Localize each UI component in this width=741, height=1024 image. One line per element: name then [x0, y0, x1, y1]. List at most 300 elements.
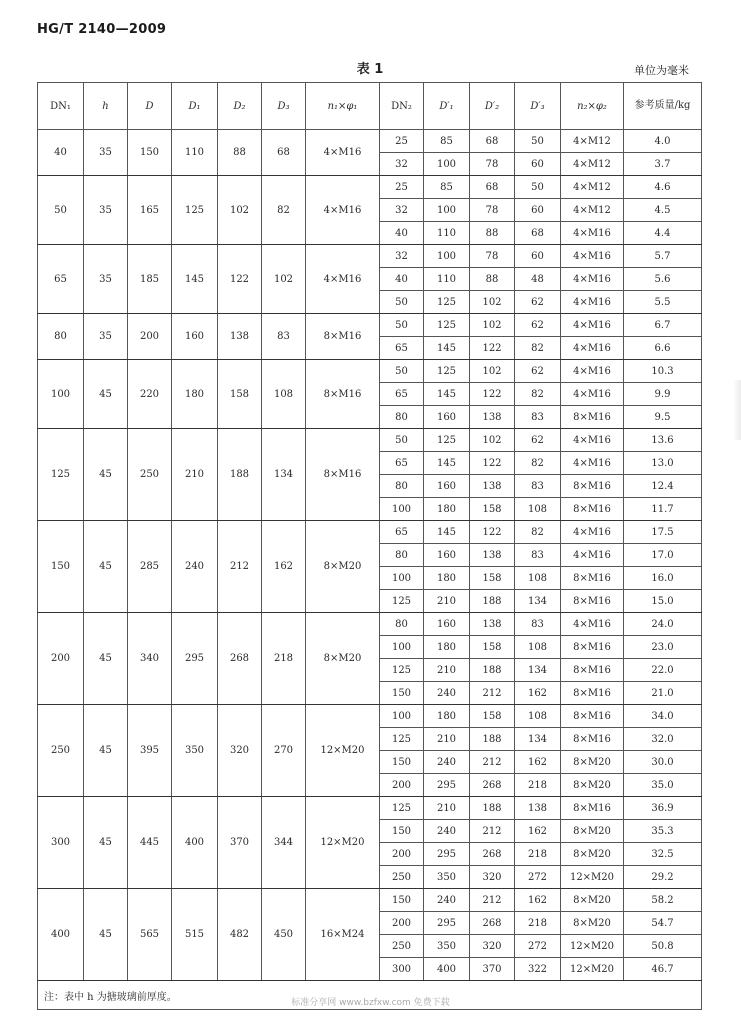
main-flange-cell: 240 — [172, 521, 218, 613]
branch-cell: 122 — [470, 383, 515, 406]
reference-mass-cell: 5.7 — [624, 245, 702, 268]
main-flange-cell: 400 — [38, 889, 84, 981]
table-row — [38, 429, 702, 452]
branch-cell: 8×M16 — [561, 728, 624, 751]
branch-cell: 158 — [470, 636, 515, 659]
branch-cell: 210 — [424, 590, 470, 613]
main-flange-cell: 45 — [84, 613, 128, 705]
main-flange-cell: 45 — [84, 797, 128, 889]
branch-cell: 150 — [380, 820, 424, 843]
main-flange-cell: 160 — [172, 314, 218, 360]
branch-cell: 85 — [424, 130, 470, 153]
branch-cell: 162 — [515, 820, 561, 843]
main-flange-cell: 12×M20 — [306, 797, 380, 889]
branch-cell: 150 — [380, 889, 424, 912]
branch-cell: 295 — [424, 912, 470, 935]
branch-cell: 4×M16 — [561, 544, 624, 567]
branch-cell: 60 — [515, 153, 561, 176]
reference-mass-cell: 16.0 — [624, 567, 702, 590]
unit-label: 单位为毫米 — [634, 64, 689, 77]
main-flange-cell: 35 — [84, 176, 128, 245]
main-flange-cell: 80 — [38, 314, 84, 360]
branch-cell: 295 — [424, 843, 470, 866]
branch-cell: 8×M16 — [561, 682, 624, 705]
branch-cell: 4×M16 — [561, 452, 624, 475]
branch-cell: 83 — [515, 406, 561, 429]
main-flange-cell: 210 — [172, 429, 218, 521]
document-code: HG/T 2140—2009 — [37, 22, 167, 37]
branch-cell: 12×M20 — [561, 958, 624, 981]
main-flange-cell: 45 — [84, 429, 128, 521]
branch-cell: 100 — [424, 153, 470, 176]
branch-cell: 4×M16 — [561, 268, 624, 291]
table-row — [38, 797, 702, 820]
branch-cell: 100 — [380, 636, 424, 659]
reference-mass-cell: 46.7 — [624, 958, 702, 981]
branch-cell: 160 — [424, 475, 470, 498]
branch-cell: 138 — [470, 544, 515, 567]
branch-cell: 322 — [515, 958, 561, 981]
branch-cell: 200 — [380, 843, 424, 866]
main-flange-cell: 180 — [172, 360, 218, 429]
branch-cell: 108 — [515, 498, 561, 521]
branch-cell: 8×M16 — [561, 475, 624, 498]
main-flange-cell: 35 — [84, 245, 128, 314]
branch-cell: 78 — [470, 245, 515, 268]
main-flange-cell: 8×M16 — [306, 429, 380, 521]
branch-cell: 160 — [424, 544, 470, 567]
branch-cell: 78 — [470, 153, 515, 176]
main-flange-cell: 4×M16 — [306, 245, 380, 314]
header-d3: D₃ — [262, 83, 306, 130]
branch-cell: 82 — [515, 452, 561, 475]
branch-cell: 102 — [470, 429, 515, 452]
branch-cell: 48 — [515, 268, 561, 291]
branch-cell: 25 — [380, 130, 424, 153]
main-flange-cell: 45 — [84, 521, 128, 613]
main-flange-cell: 8×M16 — [306, 360, 380, 429]
main-flange-cell: 110 — [172, 130, 218, 176]
main-flange-cell: 320 — [218, 705, 262, 797]
branch-cell: 350 — [424, 866, 470, 889]
branch-cell: 145 — [424, 383, 470, 406]
branch-cell: 50 — [515, 130, 561, 153]
main-flange-cell: 395 — [128, 705, 172, 797]
reference-mass-cell: 23.0 — [624, 636, 702, 659]
reference-mass-cell: 30.0 — [624, 751, 702, 774]
branch-cell: 160 — [424, 406, 470, 429]
main-flange-cell: 40 — [38, 130, 84, 176]
main-flange-cell: 295 — [172, 613, 218, 705]
branch-cell: 295 — [424, 774, 470, 797]
table-row — [38, 314, 702, 337]
main-flange-cell: 125 — [38, 429, 84, 521]
reference-mass-cell: 12.4 — [624, 475, 702, 498]
main-flange-cell: 4×M16 — [306, 130, 380, 176]
reference-mass-cell: 15.0 — [624, 590, 702, 613]
branch-cell: 40 — [380, 268, 424, 291]
branch-cell: 4×M16 — [561, 360, 624, 383]
main-flange-cell: 16×M24 — [306, 889, 380, 981]
branch-cell: 4×M16 — [561, 337, 624, 360]
reference-mass-cell: 4.6 — [624, 176, 702, 199]
branch-cell: 212 — [470, 889, 515, 912]
branch-cell: 110 — [424, 268, 470, 291]
branch-cell: 8×M20 — [561, 889, 624, 912]
main-flange-cell: 350 — [172, 705, 218, 797]
branch-cell: 138 — [470, 406, 515, 429]
branch-cell: 4×M12 — [561, 153, 624, 176]
main-flange-cell: 125 — [172, 176, 218, 245]
reference-mass-cell: 32.5 — [624, 843, 702, 866]
branch-cell: 32 — [380, 153, 424, 176]
branch-cell: 160 — [424, 613, 470, 636]
branch-cell: 12×M20 — [561, 935, 624, 958]
branch-cell: 240 — [424, 889, 470, 912]
main-flange-cell: 165 — [128, 176, 172, 245]
branch-cell: 8×M16 — [561, 797, 624, 820]
main-flange-cell: 45 — [84, 705, 128, 797]
main-flange-cell: 12×M20 — [306, 705, 380, 797]
branch-cell: 4×M12 — [561, 176, 624, 199]
table-title: 表 1 — [356, 62, 384, 77]
main-flange-cell: 50 — [38, 176, 84, 245]
branch-cell: 300 — [380, 958, 424, 981]
branch-cell: 65 — [380, 521, 424, 544]
table-row — [38, 705, 702, 728]
branch-cell: 180 — [424, 498, 470, 521]
header-h: h — [84, 83, 128, 130]
branch-cell: 62 — [515, 314, 561, 337]
main-flange-cell: 150 — [128, 130, 172, 176]
branch-cell: 400 — [424, 958, 470, 981]
branch-cell: 145 — [424, 337, 470, 360]
branch-cell: 158 — [470, 498, 515, 521]
branch-cell: 218 — [515, 912, 561, 935]
branch-cell: 65 — [380, 337, 424, 360]
branch-cell: 50 — [515, 176, 561, 199]
main-flange-cell: 108 — [262, 360, 306, 429]
branch-cell: 65 — [380, 452, 424, 475]
branch-cell: 40 — [380, 222, 424, 245]
main-flange-cell: 100 — [38, 360, 84, 429]
branch-cell: 82 — [515, 337, 561, 360]
branch-cell: 272 — [515, 866, 561, 889]
main-flange-cell: 102 — [218, 176, 262, 245]
branch-cell: 350 — [424, 935, 470, 958]
branch-cell: 138 — [470, 475, 515, 498]
branch-cell: 83 — [515, 613, 561, 636]
branch-cell: 100 — [380, 498, 424, 521]
main-flange-cell: 134 — [262, 429, 306, 521]
branch-cell: 8×M20 — [561, 843, 624, 866]
main-flange-cell: 565 — [128, 889, 172, 981]
branch-cell: 180 — [424, 705, 470, 728]
reference-mass-cell: 29.2 — [624, 866, 702, 889]
branch-cell: 8×M20 — [561, 912, 624, 935]
branch-cell: 188 — [470, 728, 515, 751]
branch-cell: 4×M12 — [561, 130, 624, 153]
branch-cell: 218 — [515, 774, 561, 797]
branch-cell: 68 — [470, 130, 515, 153]
branch-cell: 108 — [515, 567, 561, 590]
main-flange-cell: 150 — [38, 521, 84, 613]
main-flange-cell: 400 — [172, 797, 218, 889]
main-flange-cell: 122 — [218, 245, 262, 314]
main-flange-cell: 212 — [218, 521, 262, 613]
main-flange-cell: 82 — [262, 176, 306, 245]
main-flange-cell: 158 — [218, 360, 262, 429]
main-flange-cell: 162 — [262, 521, 306, 613]
main-flange-cell: 68 — [262, 130, 306, 176]
main-flange-cell: 482 — [218, 889, 262, 981]
branch-cell: 60 — [515, 199, 561, 222]
branch-cell: 80 — [380, 544, 424, 567]
branch-cell: 108 — [515, 636, 561, 659]
branch-cell: 102 — [470, 291, 515, 314]
branch-cell: 210 — [424, 659, 470, 682]
branch-cell: 370 — [470, 958, 515, 981]
branch-cell: 125 — [424, 291, 470, 314]
branch-cell: 250 — [380, 866, 424, 889]
branch-cell: 8×M16 — [561, 498, 624, 521]
header-d1-prime: D′₁ — [424, 83, 470, 130]
table-row — [38, 360, 702, 383]
branch-cell: 125 — [380, 797, 424, 820]
branch-cell: 8×M16 — [561, 567, 624, 590]
main-flange-cell: 340 — [128, 613, 172, 705]
reference-mass-cell: 24.0 — [624, 613, 702, 636]
header-n1-phi1: n₁×φ₁ — [306, 83, 380, 130]
main-flange-cell: 344 — [262, 797, 306, 889]
reference-mass-cell: 34.0 — [624, 705, 702, 728]
reference-mass-cell: 13.0 — [624, 452, 702, 475]
branch-cell: 134 — [515, 590, 561, 613]
branch-cell: 272 — [515, 935, 561, 958]
branch-cell: 122 — [470, 452, 515, 475]
reference-mass-cell: 5.5 — [624, 291, 702, 314]
main-flange-cell: 250 — [38, 705, 84, 797]
table-row — [38, 889, 702, 912]
reference-mass-cell: 54.7 — [624, 912, 702, 935]
header-dn1: DN₁ — [38, 83, 84, 130]
branch-cell: 122 — [470, 521, 515, 544]
main-flange-cell: 370 — [218, 797, 262, 889]
branch-cell: 180 — [424, 636, 470, 659]
branch-cell: 62 — [515, 429, 561, 452]
branch-cell: 162 — [515, 889, 561, 912]
branch-cell: 210 — [424, 728, 470, 751]
branch-cell: 4×M16 — [561, 429, 624, 452]
branch-cell: 110 — [424, 222, 470, 245]
branch-cell: 320 — [470, 935, 515, 958]
branch-cell: 88 — [470, 268, 515, 291]
branch-cell: 50 — [380, 429, 424, 452]
branch-cell: 60 — [515, 245, 561, 268]
reference-mass-cell: 35.3 — [624, 820, 702, 843]
branch-cell: 122 — [470, 337, 515, 360]
main-flange-cell: 35 — [84, 130, 128, 176]
branch-cell: 240 — [424, 820, 470, 843]
table-row — [38, 245, 702, 268]
reference-mass-cell: 35.0 — [624, 774, 702, 797]
reference-mass-cell: 9.9 — [624, 383, 702, 406]
reference-mass-cell: 6.6 — [624, 337, 702, 360]
reference-mass-cell: 11.7 — [624, 498, 702, 521]
reference-mass-cell: 4.5 — [624, 199, 702, 222]
main-flange-cell: 188 — [218, 429, 262, 521]
main-flange-cell: 102 — [262, 245, 306, 314]
reference-mass-cell: 32.0 — [624, 728, 702, 751]
main-flange-cell: 200 — [38, 613, 84, 705]
branch-cell: 80 — [380, 613, 424, 636]
branch-cell: 125 — [424, 360, 470, 383]
header-reference-mass: 参考质量/kg — [624, 83, 702, 130]
branch-cell: 125 — [424, 314, 470, 337]
branch-cell: 240 — [424, 751, 470, 774]
main-flange-cell: 450 — [262, 889, 306, 981]
table-row — [38, 130, 702, 153]
branch-cell: 83 — [515, 475, 561, 498]
reference-mass-cell: 6.7 — [624, 314, 702, 337]
branch-cell: 188 — [470, 590, 515, 613]
branch-cell: 150 — [380, 682, 424, 705]
branch-cell: 8×M16 — [561, 636, 624, 659]
branch-cell: 83 — [515, 544, 561, 567]
branch-cell: 32 — [380, 199, 424, 222]
branch-cell: 268 — [470, 774, 515, 797]
branch-cell: 125 — [380, 728, 424, 751]
reference-mass-cell: 3.7 — [624, 153, 702, 176]
branch-cell: 100 — [424, 199, 470, 222]
table-body — [38, 130, 702, 981]
branch-cell: 4×M16 — [561, 291, 624, 314]
reference-mass-cell: 17.5 — [624, 521, 702, 544]
branch-cell: 4×M16 — [561, 314, 624, 337]
main-flange-cell: 285 — [128, 521, 172, 613]
table-row — [38, 521, 702, 544]
branch-cell: 4×M12 — [561, 199, 624, 222]
branch-cell: 138 — [470, 613, 515, 636]
branch-cell: 8×M16 — [561, 406, 624, 429]
branch-cell: 145 — [424, 452, 470, 475]
branch-cell: 50 — [380, 291, 424, 314]
header-d2: D₂ — [218, 83, 262, 130]
branch-cell: 78 — [470, 199, 515, 222]
flange-dimension-table — [37, 82, 702, 1010]
branch-cell: 50 — [380, 360, 424, 383]
branch-cell: 240 — [424, 682, 470, 705]
reference-mass-cell: 22.0 — [624, 659, 702, 682]
main-flange-cell: 8×M16 — [306, 314, 380, 360]
branch-cell: 80 — [380, 406, 424, 429]
reference-mass-cell: 21.0 — [624, 682, 702, 705]
branch-cell: 162 — [515, 682, 561, 705]
main-flange-cell: 268 — [218, 613, 262, 705]
branch-cell: 8×M16 — [561, 590, 624, 613]
branch-cell: 8×M20 — [561, 774, 624, 797]
table-row — [38, 613, 702, 636]
main-flange-cell: 8×M20 — [306, 613, 380, 705]
branch-cell: 82 — [515, 383, 561, 406]
branch-cell: 50 — [380, 314, 424, 337]
branch-cell: 188 — [470, 797, 515, 820]
branch-cell: 4×M16 — [561, 613, 624, 636]
branch-cell: 32 — [380, 245, 424, 268]
branch-cell: 268 — [470, 843, 515, 866]
branch-cell: 4×M16 — [561, 222, 624, 245]
branch-cell: 108 — [515, 705, 561, 728]
branch-cell: 85 — [424, 176, 470, 199]
branch-cell: 82 — [515, 521, 561, 544]
scan-edge-shadow — [733, 380, 741, 440]
branch-cell: 102 — [470, 314, 515, 337]
main-flange-cell: 300 — [38, 797, 84, 889]
reference-mass-cell: 5.6 — [624, 268, 702, 291]
branch-cell: 12×M20 — [561, 866, 624, 889]
main-flange-cell: 515 — [172, 889, 218, 981]
branch-cell: 200 — [380, 912, 424, 935]
branch-cell: 320 — [470, 866, 515, 889]
reference-mass-cell: 36.9 — [624, 797, 702, 820]
branch-cell: 65 — [380, 383, 424, 406]
reference-mass-cell: 58.2 — [624, 889, 702, 912]
branch-cell: 162 — [515, 751, 561, 774]
branch-cell: 212 — [470, 820, 515, 843]
branch-cell: 25 — [380, 176, 424, 199]
branch-cell: 134 — [515, 659, 561, 682]
branch-cell: 102 — [470, 360, 515, 383]
branch-cell: 4×M16 — [561, 521, 624, 544]
header-dn2: DN₂ — [380, 83, 424, 130]
main-flange-cell: 445 — [128, 797, 172, 889]
branch-cell: 4×M16 — [561, 383, 624, 406]
branch-cell: 8×M20 — [561, 820, 624, 843]
main-flange-cell: 45 — [84, 360, 128, 429]
branch-cell: 4×M16 — [561, 245, 624, 268]
main-flange-cell: 45 — [84, 889, 128, 981]
branch-cell: 188 — [470, 659, 515, 682]
main-flange-cell: 220 — [128, 360, 172, 429]
branch-cell: 145 — [424, 521, 470, 544]
header-d3-prime: D′₃ — [515, 83, 561, 130]
main-flange-cell: 4×M16 — [306, 176, 380, 245]
table-note: 注：表中 h 为搪玻璃前厚度。 — [38, 981, 702, 1010]
branch-cell: 62 — [515, 360, 561, 383]
branch-cell: 8×M16 — [561, 705, 624, 728]
branch-cell: 210 — [424, 797, 470, 820]
main-flange-cell: 83 — [262, 314, 306, 360]
branch-cell: 180 — [424, 567, 470, 590]
branch-cell: 268 — [470, 912, 515, 935]
header-row — [38, 83, 702, 130]
main-flange-cell: 138 — [218, 314, 262, 360]
header-d2-prime: D′₂ — [470, 83, 515, 130]
branch-cell: 212 — [470, 682, 515, 705]
main-flange-cell: 200 — [128, 314, 172, 360]
header-d1: D₁ — [172, 83, 218, 130]
branch-cell: 80 — [380, 475, 424, 498]
reference-mass-cell: 4.0 — [624, 130, 702, 153]
branch-cell: 150 — [380, 751, 424, 774]
branch-cell: 134 — [515, 728, 561, 751]
branch-cell: 8×M20 — [561, 751, 624, 774]
branch-cell: 158 — [470, 567, 515, 590]
header-d: D — [128, 83, 172, 130]
main-flange-cell: 65 — [38, 245, 84, 314]
branch-cell: 125 — [424, 429, 470, 452]
main-flange-cell: 270 — [262, 705, 306, 797]
